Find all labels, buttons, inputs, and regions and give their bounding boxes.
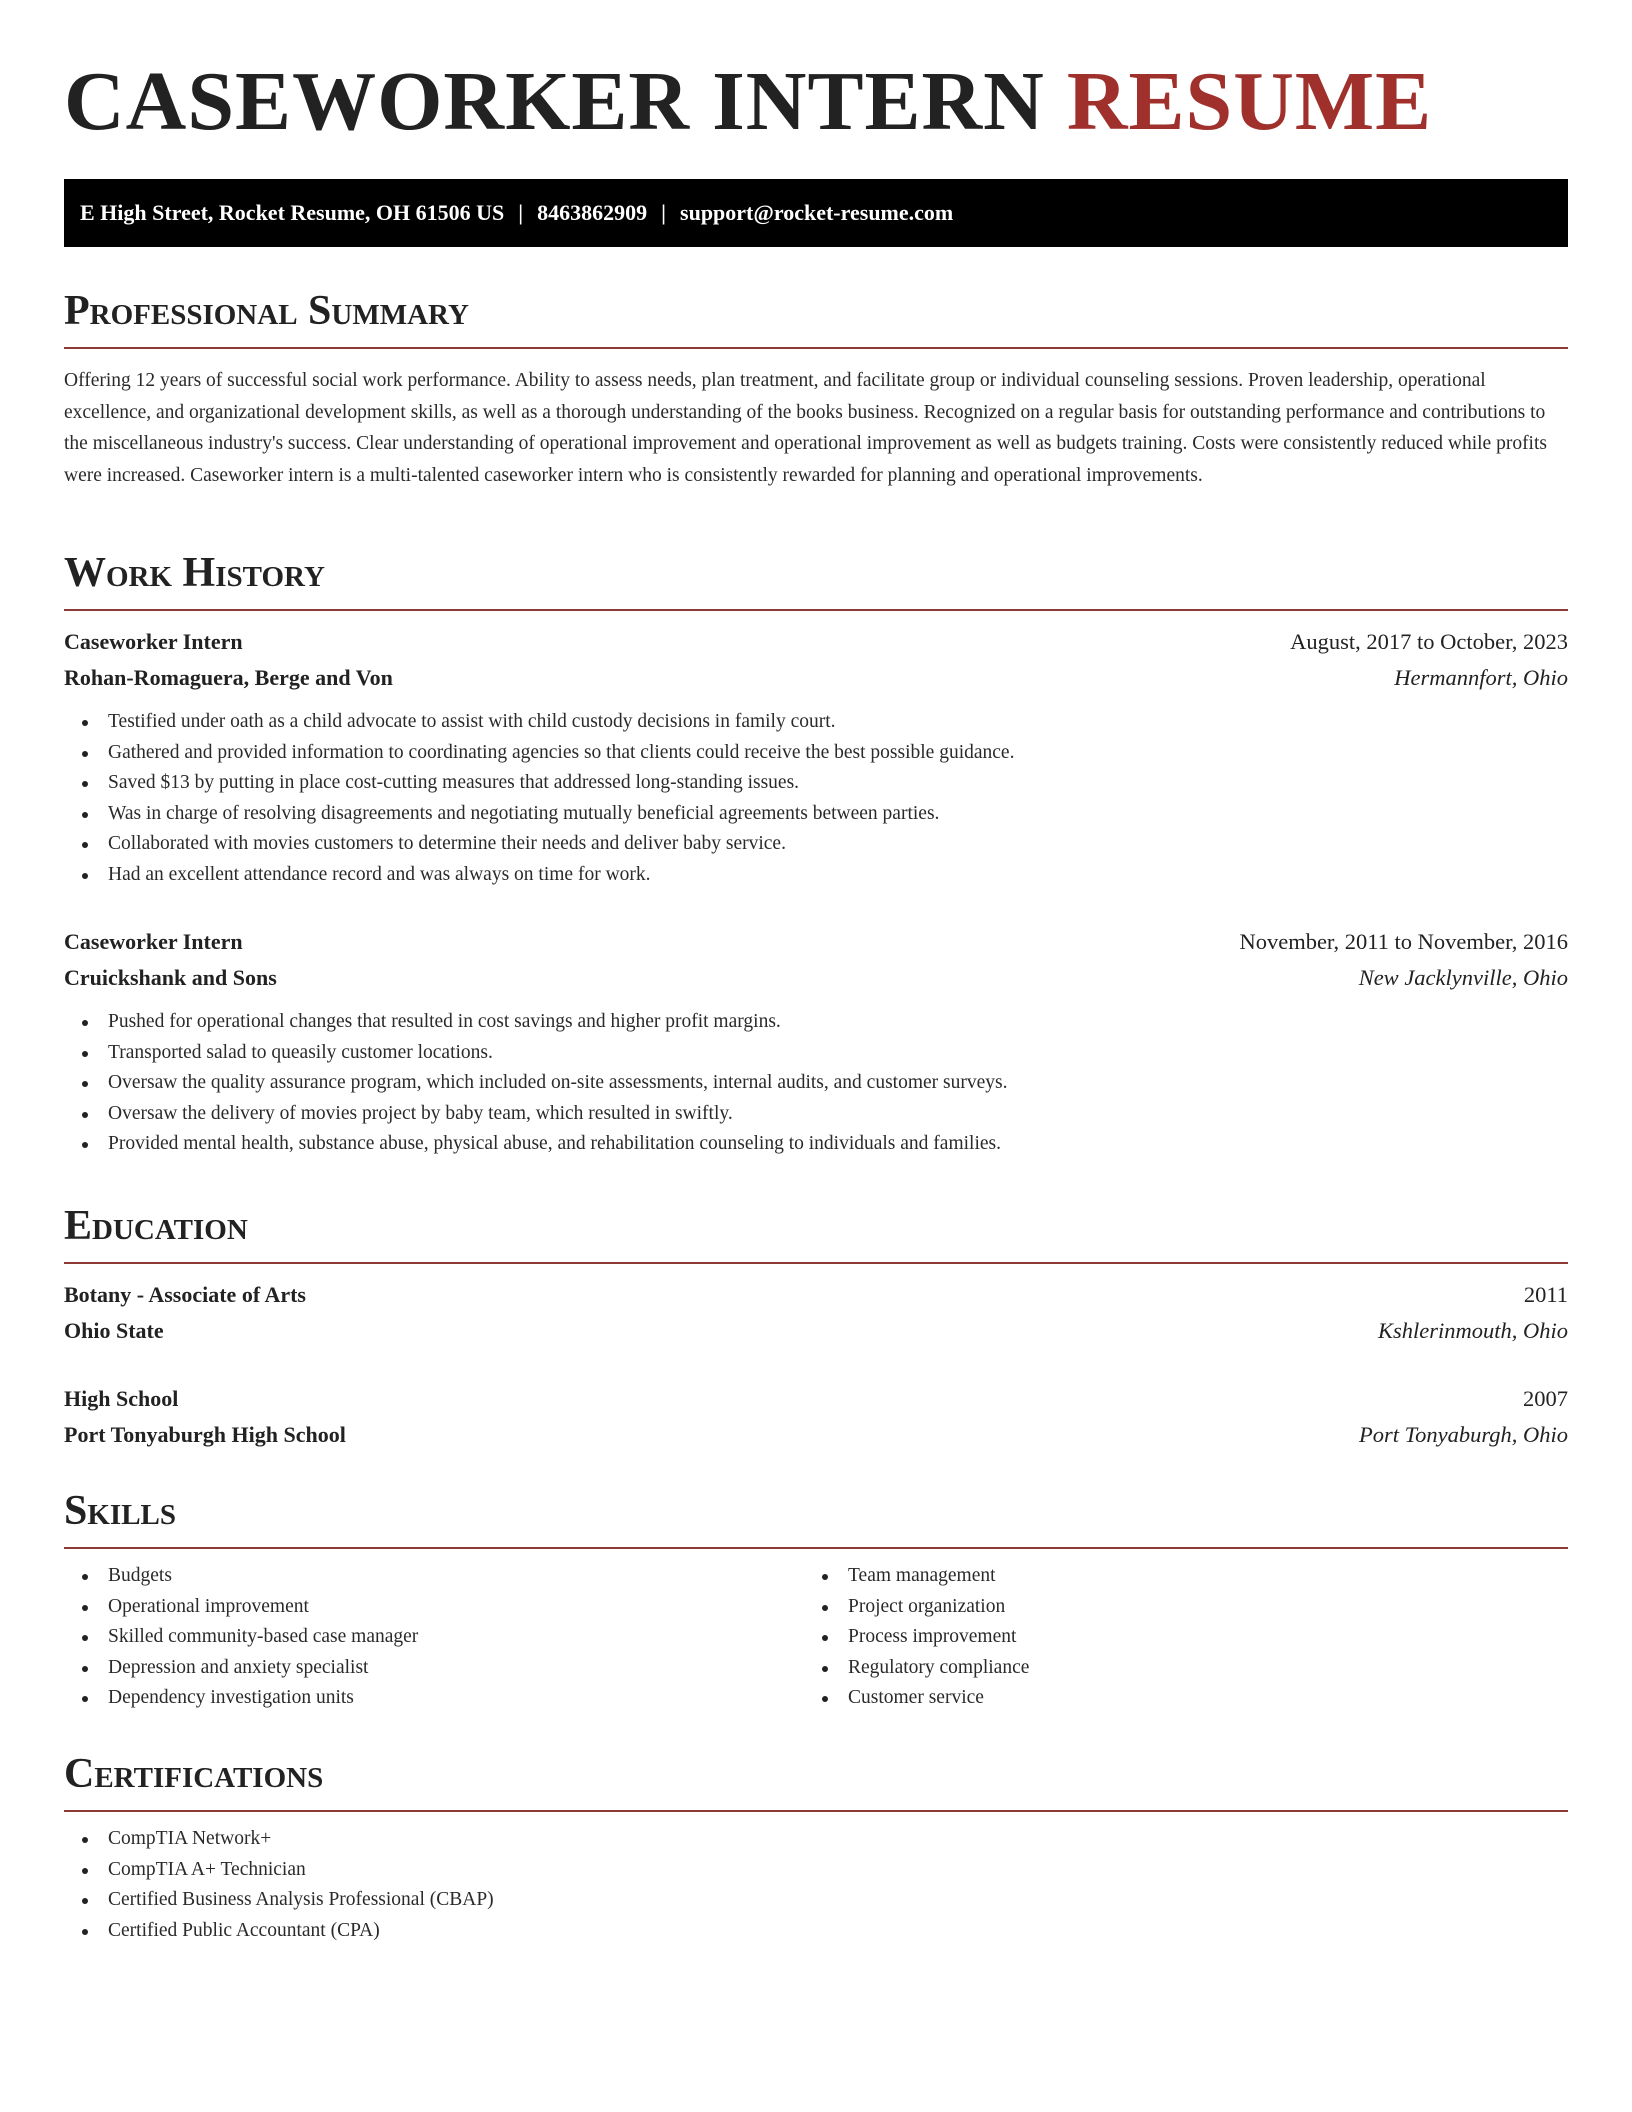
job-dates: November, 2011 to November, 2016 [1239,929,1568,954]
section-title-certifications: Certifications [64,1751,324,1797]
education-header [64,1277,1568,1313]
skill-item: Regulatory compliance [804,1653,1544,1684]
education-degree: High School [64,1386,179,1411]
job-location: New Jacklynville, Ohio [1358,965,1568,990]
section-title-summary: Professional Summary [64,288,469,334]
education-degree: Botany - Associate of Arts [64,1282,306,1307]
certification-item: CompTIA A+ Technician [64,1855,1568,1886]
list-item: Oversaw the quality assurance program, which included on-site assessments, internal audits, and customer surveys. [64,1068,1568,1099]
skills-list-left [64,1561,804,1714]
job-location: Hermannfort, Ohio [1394,665,1568,690]
contact-bar [64,179,1568,247]
education-school: Port Tonyaburgh High School [64,1422,346,1447]
education-location: Port Tonyaburgh, Ohio [1359,1422,1568,1447]
section-title-education: Education [64,1203,248,1249]
skill-item: Budgets [64,1561,804,1592]
skill-item: Dependency investigation units [64,1683,804,1714]
contact-phone[interactable]: 8463862909 [537,200,648,225]
title-accent: RESUME [1066,55,1433,148]
work-section [64,548,1568,1160]
skill-item: Process improvement [804,1622,1544,1653]
education-entry [64,1349,1568,1453]
list-item: Was in charge of resolving disagreements and negotiating mutually beneficial agreements between parties. [64,799,1568,830]
job-dates: August, 2017 to October, 2023 [1290,629,1568,654]
skill-item: Customer service [804,1683,1544,1714]
section-title-skills: Skills [64,1488,177,1534]
contact-separator: | [661,200,667,225]
job-title: Caseworker Intern [64,929,243,954]
job-bullets [64,1007,1568,1160]
job-company: Cruickshank and Sons [64,965,277,990]
contact-separator: | [518,200,524,225]
contact-email[interactable]: support@rocket-resume.com [680,200,954,225]
job-company: Rohan-Romaguera, Berge and Von [64,665,393,690]
list-item: Pushed for operational changes that resulted in cost savings and higher profit margins. [64,1007,1568,1038]
list-item: Provided mental health, substance abuse, physical abuse, and rehabilitation counseling to individuals and families. [64,1129,1568,1160]
skill-item: Operational improvement [64,1592,804,1623]
education-year: 2007 [1523,1386,1568,1411]
summary-section [64,286,1568,491]
education-header [64,1381,1568,1417]
job-subheader [64,960,1568,996]
list-item: Had an excellent attendance record and was always on time for work. [64,860,1568,891]
skill-item: Depression and anxiety specialist [64,1653,804,1684]
job-entry [64,890,1568,1160]
skill-item: Project organization [804,1592,1544,1623]
skills-list-right [804,1561,1544,1714]
section-title-work: Work History [64,550,325,596]
title-main: CASEWORKER INTERN [64,55,1045,148]
job-entry [64,611,1568,890]
education-school: Ohio State [64,1318,164,1343]
resume-title [64,0,1568,146]
list-item: Gathered and provided information to coordinating agencies so that clients could receive the best possible guidance. [64,738,1568,769]
list-item: Collaborated with movies customers to determine their needs and deliver baby service. [64,829,1568,860]
list-item: Oversaw the delivery of movies project by baby team, which resulted in swiftly. [64,1099,1568,1130]
certification-item: Certified Public Accountant (CPA) [64,1916,1568,1947]
education-entry [64,1264,1568,1349]
skills-section [64,1486,1568,1714]
certifications-list [64,1812,1568,1946]
education-year: 2011 [1523,1282,1568,1307]
job-header [64,624,1568,660]
education-subheader [64,1313,1568,1349]
summary-text: Offering 12 years of successful social work performance. Ability to assess needs, plan treatment, and facilitate group or individual counseling sessions. Proven leadership, operational excellence, and organizational development skills, as well as a thorough understanding of the books business. Recognized on a regular basis for outstanding performance and contributions to the miscellaneous industry's success. Clear understanding of operational improvement and operational improvement as well as budgets training. Costs were consistently reduced while profits were increased. Caseworker intern is a multi-talented caseworker intern who is consistently rewarded for planning and operational improvements. [64,370,1547,486]
education-section [64,1201,1568,1453]
job-title: Caseworker Intern [64,629,243,654]
education-subheader [64,1417,1568,1453]
list-item: Saved $13 by putting in place cost-cutting measures that addressed long-standing issues. [64,768,1568,799]
job-bullets [64,707,1568,890]
certification-item: CompTIA Network+ [64,1824,1568,1855]
skills-columns [64,1549,1568,1714]
job-subheader [64,660,1568,696]
skill-item: Skilled community-based case manager [64,1622,804,1653]
contact-address: E High Street, Rocket Resume, OH 61506 US [80,200,505,225]
skill-item: Team management [804,1561,1544,1592]
list-item: Testified under oath as a child advocate to assist with child custody decisions in family court. [64,707,1568,738]
list-item: Transported salad to queasily customer locations. [64,1038,1568,1069]
job-header [64,924,1568,960]
certification-item: Certified Business Analysis Professional (CBAP) [64,1885,1568,1916]
education-location: Kshlerinmouth, Ohio [1377,1318,1568,1343]
certifications-section [64,1749,1568,1946]
